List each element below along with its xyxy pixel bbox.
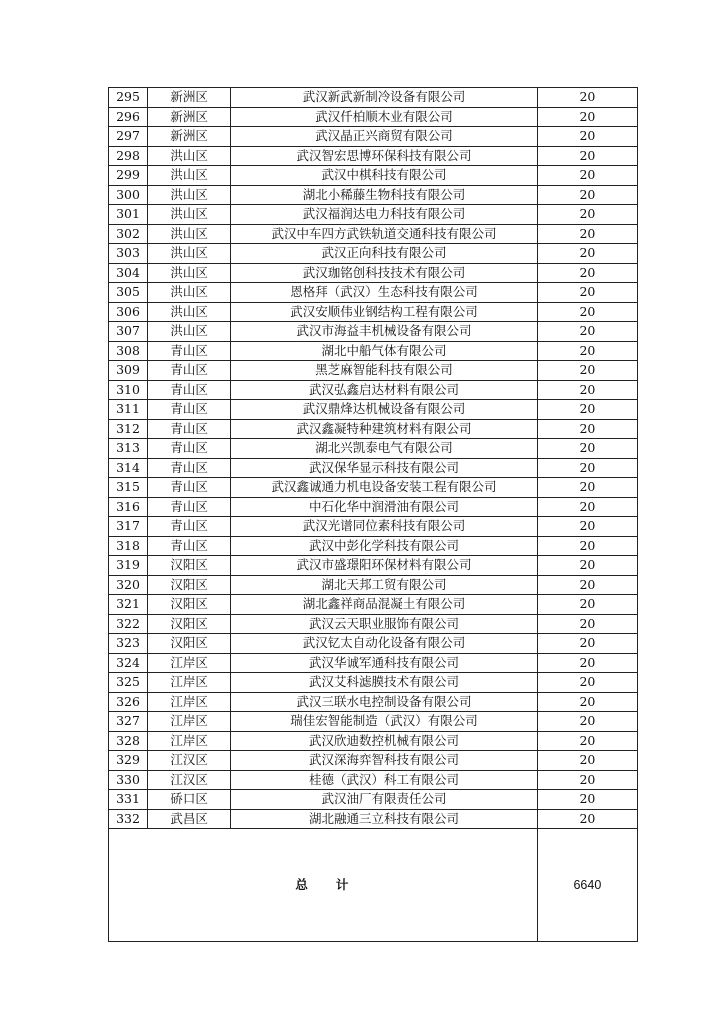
row-district: 江岸区 — [148, 653, 231, 673]
row-amount: 20 — [537, 478, 637, 498]
row-number: 310 — [109, 380, 148, 400]
row-amount: 20 — [537, 166, 637, 186]
row-company: 瑞佳宏智能制造（武汉）有限公司 — [231, 712, 538, 732]
table-row — [109, 185, 638, 205]
table-row — [109, 614, 638, 634]
table-row — [109, 263, 638, 283]
row-district: 江岸区 — [148, 692, 231, 712]
row-amount: 20 — [537, 458, 637, 478]
row-company: 武汉光谱同位素科技有限公司 — [231, 517, 538, 537]
row-number: 328 — [109, 731, 148, 751]
row-number: 326 — [109, 692, 148, 712]
table-row — [109, 556, 638, 576]
row-number: 296 — [109, 107, 148, 127]
row-number: 312 — [109, 419, 148, 439]
row-company: 武汉晶正兴商贸有限公司 — [231, 127, 538, 147]
row-district: 洪山区 — [148, 185, 231, 205]
row-amount: 20 — [537, 361, 637, 381]
table-row — [109, 478, 638, 498]
row-amount: 20 — [537, 146, 637, 166]
row-amount: 20 — [537, 439, 637, 459]
row-number: 316 — [109, 497, 148, 517]
table-row — [109, 673, 638, 693]
row-amount: 20 — [537, 575, 637, 595]
row-number: 301 — [109, 205, 148, 225]
table-row — [109, 302, 638, 322]
table-row — [109, 380, 638, 400]
row-company: 武汉深海弈智科技有限公司 — [231, 751, 538, 771]
row-company: 武汉三联水电控制设备有限公司 — [231, 692, 538, 712]
row-district: 江汉区 — [148, 770, 231, 790]
row-company: 桂德（武汉）科工有限公司 — [231, 770, 538, 790]
row-amount: 20 — [537, 673, 637, 693]
row-district: 青山区 — [148, 419, 231, 439]
row-company: 湖北融通三立科技有限公司 — [231, 809, 538, 829]
row-amount: 20 — [537, 244, 637, 264]
table-row — [109, 458, 638, 478]
row-district: 新洲区 — [148, 88, 231, 108]
row-district: 新洲区 — [148, 107, 231, 127]
row-company: 中石化华中润滑油有限公司 — [231, 497, 538, 517]
row-number: 306 — [109, 302, 148, 322]
row-amount: 20 — [537, 692, 637, 712]
row-company: 武汉弘鑫启达材料有限公司 — [231, 380, 538, 400]
row-district: 江岸区 — [148, 673, 231, 693]
row-number: 325 — [109, 673, 148, 693]
table-row — [109, 517, 638, 537]
table-row — [109, 419, 638, 439]
row-amount: 20 — [537, 205, 637, 225]
row-company: 恩格拜（武汉）生态科技有限公司 — [231, 283, 538, 303]
row-amount: 20 — [537, 283, 637, 303]
row-district: 汉阳区 — [148, 614, 231, 634]
table-row — [109, 107, 638, 127]
row-district: 汉阳区 — [148, 595, 231, 615]
row-amount: 20 — [537, 770, 637, 790]
row-amount: 20 — [537, 107, 637, 127]
row-number: 302 — [109, 224, 148, 244]
row-number: 320 — [109, 575, 148, 595]
row-amount: 20 — [537, 185, 637, 205]
row-number: 331 — [109, 790, 148, 810]
row-district: 青山区 — [148, 439, 231, 459]
row-amount: 20 — [537, 751, 637, 771]
row-district: 洪山区 — [148, 302, 231, 322]
row-company: 武汉中彭化学科技有限公司 — [231, 536, 538, 556]
row-district: 洪山区 — [148, 263, 231, 283]
row-company: 武汉福润达电力科技有限公司 — [231, 205, 538, 225]
total-label-second: 计 — [335, 877, 351, 892]
row-district: 青山区 — [148, 478, 231, 498]
table-row — [109, 751, 638, 771]
row-company: 武汉保华显示科技有限公司 — [231, 458, 538, 478]
row-company: 湖北鑫祥商品混凝土有限公司 — [231, 595, 538, 615]
table-row — [109, 400, 638, 420]
row-amount: 20 — [537, 497, 637, 517]
row-amount: 20 — [537, 790, 637, 810]
row-district: 青山区 — [148, 341, 231, 361]
row-company: 武汉安顺伟业钢结构工程有限公司 — [231, 302, 538, 322]
table-row — [109, 536, 638, 556]
row-amount: 20 — [537, 731, 637, 751]
row-company: 武汉鑫凝特种建筑材料有限公司 — [231, 419, 538, 439]
row-company: 武汉油厂有限责任公司 — [231, 790, 538, 810]
table-row — [109, 224, 638, 244]
row-company: 武汉中棋科技有限公司 — [231, 166, 538, 186]
row-district: 洪山区 — [148, 244, 231, 264]
row-company: 武汉新武新制冷设备有限公司 — [231, 88, 538, 108]
table-row — [109, 809, 638, 829]
row-company: 武汉鑫诚通力机电设备安装工程有限公司 — [231, 478, 538, 498]
row-district: 青山区 — [148, 536, 231, 556]
table-row — [109, 283, 638, 303]
table-row — [109, 439, 638, 459]
table-body — [109, 88, 638, 829]
row-number: 314 — [109, 458, 148, 478]
row-district: 汉阳区 — [148, 575, 231, 595]
row-district: 硚口区 — [148, 790, 231, 810]
row-number: 313 — [109, 439, 148, 459]
row-company: 黑芝麻智能科技有限公司 — [231, 361, 538, 381]
row-company: 武汉艾科滤膜技术有限公司 — [231, 673, 538, 693]
row-district: 武昌区 — [148, 809, 231, 829]
table-row — [109, 712, 638, 732]
row-amount: 20 — [537, 380, 637, 400]
row-district: 新洲区 — [148, 127, 231, 147]
row-amount: 20 — [537, 419, 637, 439]
row-number: 311 — [109, 400, 148, 420]
row-company: 武汉市海益丰机械设备有限公司 — [231, 322, 538, 342]
row-district: 青山区 — [148, 497, 231, 517]
row-number: 297 — [109, 127, 148, 147]
row-district: 青山区 — [148, 400, 231, 420]
row-number: 298 — [109, 146, 148, 166]
row-company: 武汉珈铭创科技技术有限公司 — [231, 263, 538, 283]
row-company: 武汉欣迪数控机械有限公司 — [231, 731, 538, 751]
row-district: 洪山区 — [148, 146, 231, 166]
table-row — [109, 205, 638, 225]
table-row — [109, 595, 638, 615]
total-label-first: 总 — [295, 877, 310, 892]
row-amount: 20 — [537, 809, 637, 829]
table-row — [109, 322, 638, 342]
total-value: 6640 — [537, 829, 637, 942]
table-row — [109, 146, 638, 166]
row-number: 321 — [109, 595, 148, 615]
row-number: 308 — [109, 341, 148, 361]
row-number: 324 — [109, 653, 148, 673]
row-district: 江岸区 — [148, 712, 231, 732]
total-label — [109, 829, 538, 942]
table-row — [109, 166, 638, 186]
table-row — [109, 692, 638, 712]
row-amount: 20 — [537, 595, 637, 615]
table-row — [109, 790, 638, 810]
row-amount: 20 — [537, 653, 637, 673]
row-amount: 20 — [537, 556, 637, 576]
row-number: 330 — [109, 770, 148, 790]
row-number: 304 — [109, 263, 148, 283]
row-amount: 20 — [537, 712, 637, 732]
row-company: 武汉华诚军通科技有限公司 — [231, 653, 538, 673]
row-amount: 20 — [537, 127, 637, 147]
row-amount: 20 — [537, 224, 637, 244]
row-number: 319 — [109, 556, 148, 576]
table-row — [109, 361, 638, 381]
row-amount: 20 — [537, 263, 637, 283]
table-row — [109, 88, 638, 108]
row-amount: 20 — [537, 88, 637, 108]
row-number: 315 — [109, 478, 148, 498]
table-row — [109, 634, 638, 654]
total-row — [109, 829, 638, 942]
row-number: 323 — [109, 634, 148, 654]
row-company: 湖北中船气体有限公司 — [231, 341, 538, 361]
row-number: 299 — [109, 166, 148, 186]
table-row — [109, 575, 638, 595]
row-company: 武汉中车四方武铁轨道交通科技有限公司 — [231, 224, 538, 244]
row-amount: 20 — [537, 614, 637, 634]
row-amount: 20 — [537, 302, 637, 322]
row-number: 303 — [109, 244, 148, 264]
table-row — [109, 127, 638, 147]
row-amount: 20 — [537, 322, 637, 342]
row-company: 武汉市盛璟阳环保材料有限公司 — [231, 556, 538, 576]
row-amount: 20 — [537, 400, 637, 420]
row-company: 湖北兴凯泰电气有限公司 — [231, 439, 538, 459]
row-company: 武汉云天职业服饰有限公司 — [231, 614, 538, 634]
row-company: 武汉智宏思博环保科技有限公司 — [231, 146, 538, 166]
row-number: 329 — [109, 751, 148, 771]
row-company: 武汉钇太自动化设备有限公司 — [231, 634, 538, 654]
row-amount: 20 — [537, 517, 637, 537]
row-district: 江岸区 — [148, 731, 231, 751]
row-amount: 20 — [537, 634, 637, 654]
row-number: 300 — [109, 185, 148, 205]
row-number: 332 — [109, 809, 148, 829]
row-district: 青山区 — [148, 517, 231, 537]
row-company: 武汉仟柏顺木业有限公司 — [231, 107, 538, 127]
table-row — [109, 653, 638, 673]
row-district: 汉阳区 — [148, 634, 231, 654]
row-number: 317 — [109, 517, 148, 537]
row-company: 湖北天邦工贸有限公司 — [231, 575, 538, 595]
row-number: 307 — [109, 322, 148, 342]
row-district: 青山区 — [148, 380, 231, 400]
row-number: 305 — [109, 283, 148, 303]
row-district: 洪山区 — [148, 166, 231, 186]
subsidy-table — [108, 87, 638, 942]
row-number: 309 — [109, 361, 148, 381]
table-row — [109, 770, 638, 790]
row-number: 295 — [109, 88, 148, 108]
row-district: 江汉区 — [148, 751, 231, 771]
table-row — [109, 244, 638, 264]
row-district: 青山区 — [148, 361, 231, 381]
row-district: 洪山区 — [148, 224, 231, 244]
row-district: 汉阳区 — [148, 556, 231, 576]
row-amount: 20 — [537, 341, 637, 361]
row-district: 洪山区 — [148, 205, 231, 225]
row-district: 洪山区 — [148, 283, 231, 303]
row-amount: 20 — [537, 536, 637, 556]
table-row — [109, 731, 638, 751]
table-row — [109, 497, 638, 517]
row-company: 武汉鼎烽达机械设备有限公司 — [231, 400, 538, 420]
row-number: 327 — [109, 712, 148, 732]
row-company: 武汉正向科技有限公司 — [231, 244, 538, 264]
row-number: 322 — [109, 614, 148, 634]
row-district: 洪山区 — [148, 322, 231, 342]
table-row — [109, 341, 638, 361]
row-company: 湖北小稀藤生物科技有限公司 — [231, 185, 538, 205]
row-number: 318 — [109, 536, 148, 556]
row-district: 青山区 — [148, 458, 231, 478]
